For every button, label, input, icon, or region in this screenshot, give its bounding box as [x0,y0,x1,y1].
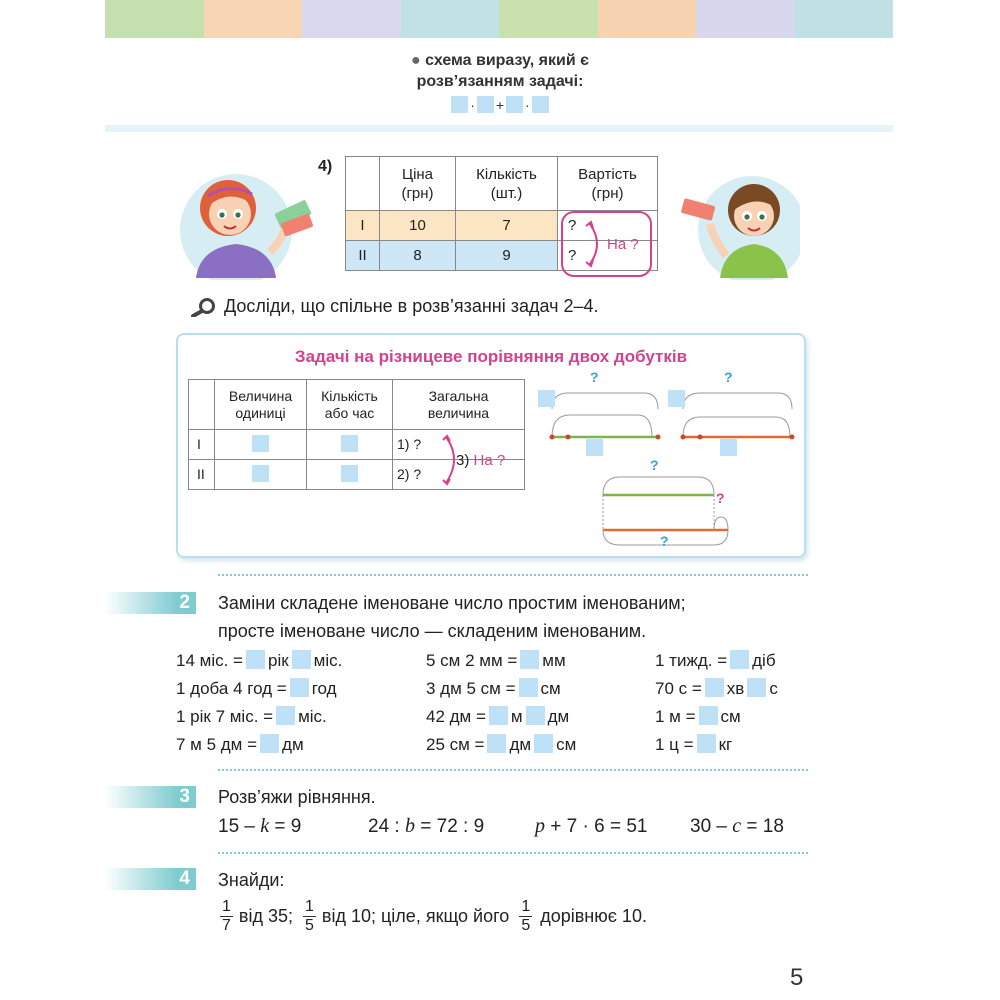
header-total: Загальна величина [393,380,525,430]
quantity-cell: 7 [456,211,558,241]
row-label: II [189,460,215,490]
answer-box[interactable] [705,678,724,697]
corner-cell [346,157,380,211]
stripe-segment [499,0,598,38]
stripe-segment [401,0,500,38]
answer-box[interactable] [489,706,508,725]
question-cell: 2) ? [393,460,525,490]
equation: 30 – c = 18 [690,815,784,837]
answer-box[interactable] [451,96,468,113]
conversion-item: 7 м 5 дм = дм [176,735,304,754]
conversion-item: 1 м = см [655,707,741,726]
answer-box[interactable] [260,734,279,753]
conversion-item: 1 рік 7 міс. = міс. [176,707,327,726]
answer-box[interactable] [697,734,716,753]
explore-line [190,296,599,317]
conversion-item: 14 міс. = рік міс. [176,651,343,670]
answer-box[interactable] [276,706,295,725]
stripe-segment [795,0,894,38]
dotted-separator [218,769,808,771]
stripe-segment [302,0,401,38]
scheme-table [188,379,525,490]
answer-box[interactable] [538,390,555,407]
panel-title: Задачі на різницеве порівняння двох добутків [294,347,688,366]
answer-box[interactable] [532,96,549,113]
price-cell: 8 [380,241,456,271]
row-label: I [346,211,380,241]
header-cost: Вартість (грн) [558,157,658,211]
explore-text: Досліди, що спільне в розв’язанні задач 2–4. [224,296,599,316]
stripe-segment [696,0,795,38]
cost-cell: ? [558,241,658,271]
magnifier-icon [190,297,218,317]
exercise-4-title: Знайди: [218,870,285,890]
fraction-line: $\frac{1}{7}$ від 35; $\frac{1}{5}$ від 10; ціле, якщо його $\frac{1}{5}$ дорівнює 10. [222,898,647,934]
schema-expression [420,96,580,113]
question-mark: ? [660,533,669,549]
cost-cell: ? [558,211,658,241]
box-cell [215,460,307,490]
question-mark: ? [650,457,659,473]
row-label: I [189,430,215,460]
schema-title [330,50,670,92]
fraction: $\frac{1}{7}$ [222,898,231,934]
boy-illustration [680,160,800,280]
page-number: 5 [790,964,804,991]
conversion-item: 1 тижд. = діб [655,651,776,670]
conversion-item: 42 дм = м дм [426,707,570,726]
answer-box[interactable] [699,706,718,725]
quantity-cell: 9 [456,241,558,271]
exercise-2-line-1: Заміни складене іменоване число простим іменованим; [218,593,686,613]
dotted-separator [218,852,808,854]
schema-line-1: схема виразу, який є [425,52,589,69]
compare-label: На ? [607,236,639,253]
exercise-2-line-2: просте іменоване число — складеним іменованим. [218,621,647,641]
plus-sign: + [495,96,505,113]
top-color-stripe [105,0,893,38]
question-mark: ? [724,369,733,385]
stripe-segment [598,0,697,38]
exercise-3-title: Розв’яжи рівняння. [218,787,376,807]
answer-box[interactable] [341,435,358,452]
header-unit-value: Величина одиниці [215,380,307,430]
conversion-item: 5 см 2 мм = мм [426,651,566,670]
answer-box[interactable] [534,734,553,753]
rule-panel [176,333,806,558]
answer-box[interactable] [520,650,539,669]
equation: p + 7 · 6 = 51 [535,815,648,837]
conversion-item: 3 дм 5 см = см [426,679,561,698]
box-cell [307,430,393,460]
header-price: Ціна (грн) [380,157,456,211]
conversion-item: 25 см = дм см [426,735,577,754]
stripe-segment [105,0,204,38]
corner-cell [189,380,215,430]
answer-box[interactable] [730,650,749,669]
header-count: Кількість або час [307,380,393,430]
box-cell [307,460,393,490]
answer-box[interactable] [477,96,494,113]
answer-box[interactable] [290,678,309,697]
equation: 15 – k = 9 [218,815,302,837]
exercise-number: 2 [104,592,196,614]
bullet-icon: ● [411,52,426,69]
dotted-separator [218,574,808,576]
answer-box[interactable] [246,650,265,669]
dot-sign: · [470,96,475,113]
answer-box[interactable] [519,678,538,697]
conversion-item: 1 ц = кг [655,735,733,754]
answer-box[interactable] [252,465,269,482]
answer-box[interactable] [341,465,358,482]
question-cell: 1) ? [393,430,525,460]
exercise-2-text [218,589,686,645]
answer-box[interactable] [506,96,523,113]
answer-box[interactable] [668,390,685,407]
answer-box[interactable] [747,678,766,697]
answer-box[interactable] [586,439,603,456]
box-cell [215,430,307,460]
answer-box[interactable] [252,435,269,452]
equation: 24 : b = 72 : 9 [368,815,485,837]
schema-line-2: розв’язанням задачі: [416,73,584,90]
dot-sign: · [525,96,530,113]
fraction: $\frac{1}{5}$ [305,898,314,934]
header-quantity: Кількість (шт.) [456,157,558,211]
price-cell: 10 [380,211,456,241]
question-mark: ? [590,369,599,385]
conversion-item: 70 с = хв с [655,679,778,698]
answer-box[interactable] [526,706,545,725]
stripe-segment [204,0,303,38]
fraction: $\frac{1}{5}$ [521,898,531,934]
girl-illustration [178,160,318,280]
answer-box[interactable] [720,439,737,456]
answer-box[interactable] [487,734,506,753]
task-number: 4) [318,158,333,175]
conversion-item: 1 доба 4 год = год [176,679,337,698]
row-label: II [346,241,380,271]
section-separator [105,125,893,132]
answer-box[interactable] [292,650,311,669]
question-mark: ? [716,490,725,506]
step-3: 3) На ? [456,452,506,469]
exercise-number: 4 [104,868,196,890]
exercise-number: 3 [104,786,196,808]
